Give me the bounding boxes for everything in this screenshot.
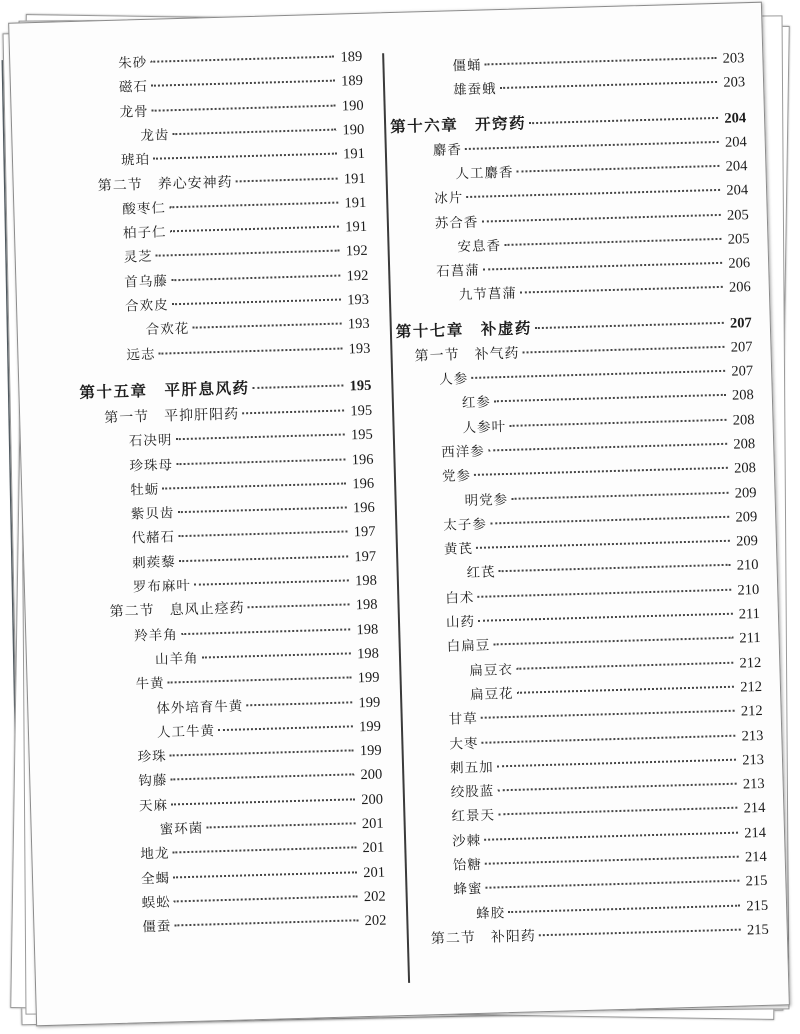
page-number: 210	[736, 557, 759, 574]
dot-leader	[481, 734, 735, 743]
entry-title: 牡蛎	[130, 481, 160, 499]
entry-title: 紫贝齿	[130, 505, 175, 523]
dot-leader	[192, 323, 342, 329]
entry-title: 白术	[445, 589, 475, 607]
page-number: 195	[350, 402, 373, 420]
entry-title: 饴糖	[452, 856, 483, 874]
entry-title: 扁豆花	[469, 685, 514, 703]
entry-title: 苏合香	[434, 214, 479, 232]
entry-title: 九节菖蒲	[458, 286, 518, 304]
dot-leader	[476, 540, 730, 549]
page-number: 199	[358, 718, 382, 735]
dot-leader	[150, 56, 334, 63]
dot-leader	[498, 807, 738, 816]
entry-title: 第一节 平抑肝阳药	[103, 406, 240, 427]
page-number: 214	[744, 848, 767, 866]
entry-title: 蜜环菌	[159, 820, 204, 838]
entry-title: 蜈蚣	[141, 894, 171, 912]
page-number: 203	[723, 74, 746, 92]
entry-title: 天麻	[138, 797, 169, 815]
page-number: 191	[345, 218, 368, 236]
page-number: 192	[346, 267, 369, 285]
entry-title: 琥珀	[120, 152, 151, 169]
toc-entry[interactable]	[145, 313, 370, 341]
dot-leader	[517, 686, 735, 694]
dot-leader	[477, 588, 731, 597]
dot-leader	[171, 274, 341, 281]
entry-title: 龙齿	[140, 127, 170, 144]
entry-title: 西洋参	[441, 443, 486, 461]
page-number: 191	[344, 194, 367, 212]
entry-title: 磁石	[118, 79, 149, 96]
dot-leader	[177, 507, 347, 514]
entry-title: 沙棘	[451, 832, 482, 850]
dot-leader	[173, 871, 357, 878]
entry-title: 第十六章 开窍药	[389, 112, 527, 136]
entry-title: 刺五加	[449, 759, 494, 777]
entry-title: 山药	[445, 613, 476, 631]
entry-title: 第二节 养心安神药	[97, 174, 233, 194]
page-number: 195	[349, 377, 372, 395]
entry-title: 地龙	[140, 845, 170, 863]
toc-right-column	[387, 4, 769, 948]
page-number: 193	[347, 291, 370, 309]
page-number: 198	[355, 596, 378, 614]
dot-leader	[474, 467, 728, 476]
page-number: 202	[364, 912, 387, 930]
entry-title: 合欢皮	[124, 297, 169, 315]
entry-title: 僵蚕	[142, 918, 172, 936]
dot-leader	[152, 104, 336, 111]
entry-title: 太子参	[443, 516, 488, 534]
entry-title: 党参	[441, 468, 472, 485]
dot-leader	[497, 758, 737, 767]
entry-title: 首乌藤	[124, 273, 169, 291]
page-number: 201	[362, 839, 385, 857]
dot-leader	[485, 880, 739, 889]
dot-leader	[516, 165, 719, 173]
page-number: 209	[735, 508, 758, 526]
toc-entry[interactable]	[157, 715, 382, 743]
page-number: 203	[722, 50, 745, 67]
entry-title: 人工麝香	[455, 164, 514, 183]
page-number: 202	[363, 888, 386, 906]
dot-leader	[535, 322, 724, 329]
entry-title: 冰片	[433, 190, 464, 208]
page-number: 210	[737, 581, 760, 599]
dot-leader	[483, 262, 723, 271]
page-number: 201	[363, 864, 386, 881]
dot-leader	[194, 579, 349, 585]
entry-title: 扁豆衣	[469, 661, 514, 679]
page-number: 209	[735, 533, 759, 550]
entry-title: 第二节 补阳药	[430, 928, 537, 948]
page-number: 208	[731, 387, 755, 404]
entry-title: 全蝎	[140, 870, 171, 887]
page-number: 205	[726, 206, 750, 224]
dot-leader	[169, 226, 339, 233]
page-number: 196	[352, 475, 375, 493]
dot-leader	[172, 847, 356, 854]
dot-leader	[162, 482, 346, 489]
entry-title: 石菖蒲	[436, 262, 480, 280]
column-divider	[382, 53, 409, 983]
page-number: 207	[731, 363, 754, 380]
page-number: 208	[733, 435, 756, 453]
dot-leader	[175, 434, 345, 441]
dot-leader	[466, 189, 720, 198]
dot-leader	[246, 701, 352, 706]
entry-title: 龙骨	[119, 103, 149, 121]
page-number: 213	[742, 751, 765, 769]
entry-title: 合欢花	[145, 321, 190, 339]
entry-title: 山羊角	[154, 650, 199, 668]
page-number: 198	[356, 621, 379, 638]
dot-leader	[488, 443, 728, 452]
page-number: 215	[745, 873, 768, 890]
dot-leader	[520, 286, 723, 294]
page-number: 193	[347, 316, 370, 333]
entry-title: 朱砂	[118, 54, 148, 72]
page-number: 198	[356, 645, 380, 663]
entry-title: 酸枣仁	[122, 200, 167, 218]
entry-title: 白扁豆	[446, 637, 491, 656]
dot-leader	[508, 904, 740, 912]
toc-entry[interactable]	[140, 119, 365, 147]
page-number: 190	[341, 97, 364, 115]
page-number: 193	[348, 340, 371, 357]
entry-title: 石决明	[128, 432, 173, 450]
entry-title: 钩藤	[138, 772, 168, 790]
page-number: 215	[746, 921, 769, 939]
dot-leader	[490, 516, 730, 525]
dot-leader	[478, 613, 733, 622]
entry-title: 第一节 补气药	[414, 345, 520, 365]
page-number: 197	[354, 548, 377, 565]
page-number: 189	[340, 48, 363, 66]
toc-entry[interactable]	[142, 910, 387, 939]
entry-title: 第二节 息风止痉药	[109, 600, 245, 621]
entry-title: 第十五章 平肝息风药	[79, 378, 250, 402]
dot-leader	[151, 80, 335, 87]
entry-title: 珍珠母	[129, 456, 174, 475]
page-number: 200	[360, 791, 384, 808]
page-number: 192	[345, 243, 368, 260]
entry-title: 大枣	[449, 735, 479, 753]
entry-title: 人工牛黄	[156, 723, 216, 741]
page-number: 204	[724, 133, 747, 151]
dot-leader	[504, 238, 722, 246]
page-number: 201	[361, 815, 384, 833]
page-number: 189	[340, 73, 364, 90]
page-number: 200	[360, 766, 383, 784]
page-number: 213	[741, 727, 764, 745]
toc-entry[interactable]	[159, 813, 384, 841]
page-number: 208	[733, 460, 757, 477]
page-number: 206	[728, 255, 751, 272]
dot-leader	[179, 555, 349, 562]
page-number: 214	[743, 800, 766, 817]
dot-leader	[168, 677, 352, 684]
page-number: 204	[725, 158, 748, 175]
dot-leader	[494, 394, 726, 402]
dot-leader	[523, 346, 725, 354]
dot-leader	[499, 564, 731, 572]
dot-leader	[242, 409, 344, 414]
dot-leader	[170, 749, 354, 756]
page-number: 208	[732, 411, 755, 429]
page-number: 191	[343, 170, 366, 187]
page-number: 214	[744, 824, 767, 842]
dot-leader	[493, 637, 733, 646]
dot-leader	[484, 57, 716, 65]
dot-leader	[465, 141, 719, 150]
page-number: 211	[738, 605, 761, 623]
dot-leader	[218, 725, 353, 731]
entry-title: 灵芝	[123, 249, 153, 266]
dot-leader	[484, 831, 738, 840]
dot-leader	[471, 370, 725, 379]
entry-title: 蜂胶	[475, 904, 506, 922]
page-number: 196	[351, 451, 374, 468]
dot-leader	[172, 128, 336, 135]
dot-leader	[509, 418, 727, 426]
page-number: 212	[739, 654, 762, 672]
page-number: 199	[357, 669, 380, 687]
dot-leader	[529, 117, 718, 124]
page-number: 215	[746, 897, 769, 915]
entry-title: 人参叶	[462, 418, 507, 436]
page-number: 198	[354, 572, 378, 590]
page-number: 206	[728, 279, 752, 297]
dot-leader	[153, 153, 337, 160]
dot-leader	[500, 81, 718, 89]
toc-entry[interactable]	[155, 643, 380, 671]
toc-entry[interactable]	[126, 337, 371, 366]
entry-title: 第十七章 补虚药	[395, 317, 533, 341]
dot-leader	[497, 783, 737, 792]
dot-leader	[201, 652, 351, 658]
toc-page	[8, 2, 790, 1027]
entry-title: 刺蒺藜	[132, 553, 176, 572]
page-number: 204	[726, 182, 749, 199]
entry-title: 麝香	[432, 141, 463, 159]
dot-leader	[236, 177, 338, 182]
dot-leader	[171, 798, 355, 805]
entry-title: 红参	[461, 394, 492, 412]
dot-leader	[174, 895, 358, 902]
page-number: 213	[742, 775, 765, 793]
entry-title: 红景天	[451, 807, 496, 826]
entry-title: 僵蛹	[452, 57, 482, 75]
page-number: 205	[727, 230, 750, 248]
dot-leader	[511, 491, 729, 499]
dot-leader	[481, 710, 735, 719]
dot-leader	[156, 250, 340, 257]
dot-leader	[485, 856, 739, 865]
page-number: 199	[358, 694, 381, 711]
entry-title: 牛黄	[135, 675, 165, 693]
entry-title: 人参	[439, 371, 469, 388]
page-number: 212	[740, 678, 763, 696]
entry-title: 罗布麻叶	[132, 577, 192, 596]
entry-title: 黄芪	[443, 541, 474, 558]
page-number: 190	[342, 121, 365, 139]
entry-title: 远志	[126, 346, 156, 364]
toc-chapter-entry[interactable]	[79, 374, 372, 404]
entry-title: 柏子仁	[122, 224, 167, 242]
dot-leader	[178, 531, 348, 538]
entry-title: 安息香	[457, 237, 502, 256]
page-number: 195	[350, 426, 374, 444]
page-number: 196	[352, 499, 376, 517]
dot-leader	[539, 929, 741, 937]
page-number: 207	[730, 338, 753, 356]
entry-title: 绞股蓝	[450, 783, 495, 801]
dot-leader	[252, 384, 343, 389]
entry-title: 代赭石	[131, 529, 176, 547]
entry-title: 红芪	[466, 564, 496, 582]
dot-leader	[181, 628, 351, 635]
dot-leader	[174, 919, 358, 926]
page-number: 197	[353, 524, 376, 541]
dot-leader	[516, 661, 734, 669]
entry-title: 珍珠	[137, 748, 167, 766]
page-number: 199	[359, 742, 382, 760]
entry-title: 蜂蜜	[453, 881, 483, 898]
toc-entry[interactable]	[156, 691, 381, 719]
dot-leader	[481, 213, 721, 222]
dot-leader	[172, 299, 342, 306]
page-number: 207	[729, 314, 753, 332]
dot-leader	[158, 347, 342, 354]
dot-leader	[176, 458, 346, 465]
entry-title: 羚羊角	[134, 626, 179, 645]
page-number: 204	[724, 109, 747, 127]
entry-title: 雄蚕蛾	[452, 81, 497, 99]
dot-leader	[169, 201, 339, 208]
page-number: 211	[739, 630, 761, 647]
entry-title: 明党参	[464, 491, 509, 509]
dot-leader	[248, 604, 350, 609]
dot-leader	[206, 822, 356, 828]
page-number: 191	[342, 146, 366, 163]
page-number: 209	[734, 484, 757, 502]
entry-title: 甘草	[448, 711, 478, 728]
dot-leader	[170, 774, 354, 781]
page-number: 212	[740, 703, 763, 720]
entry-title: 体外培育牛黄	[156, 697, 244, 717]
